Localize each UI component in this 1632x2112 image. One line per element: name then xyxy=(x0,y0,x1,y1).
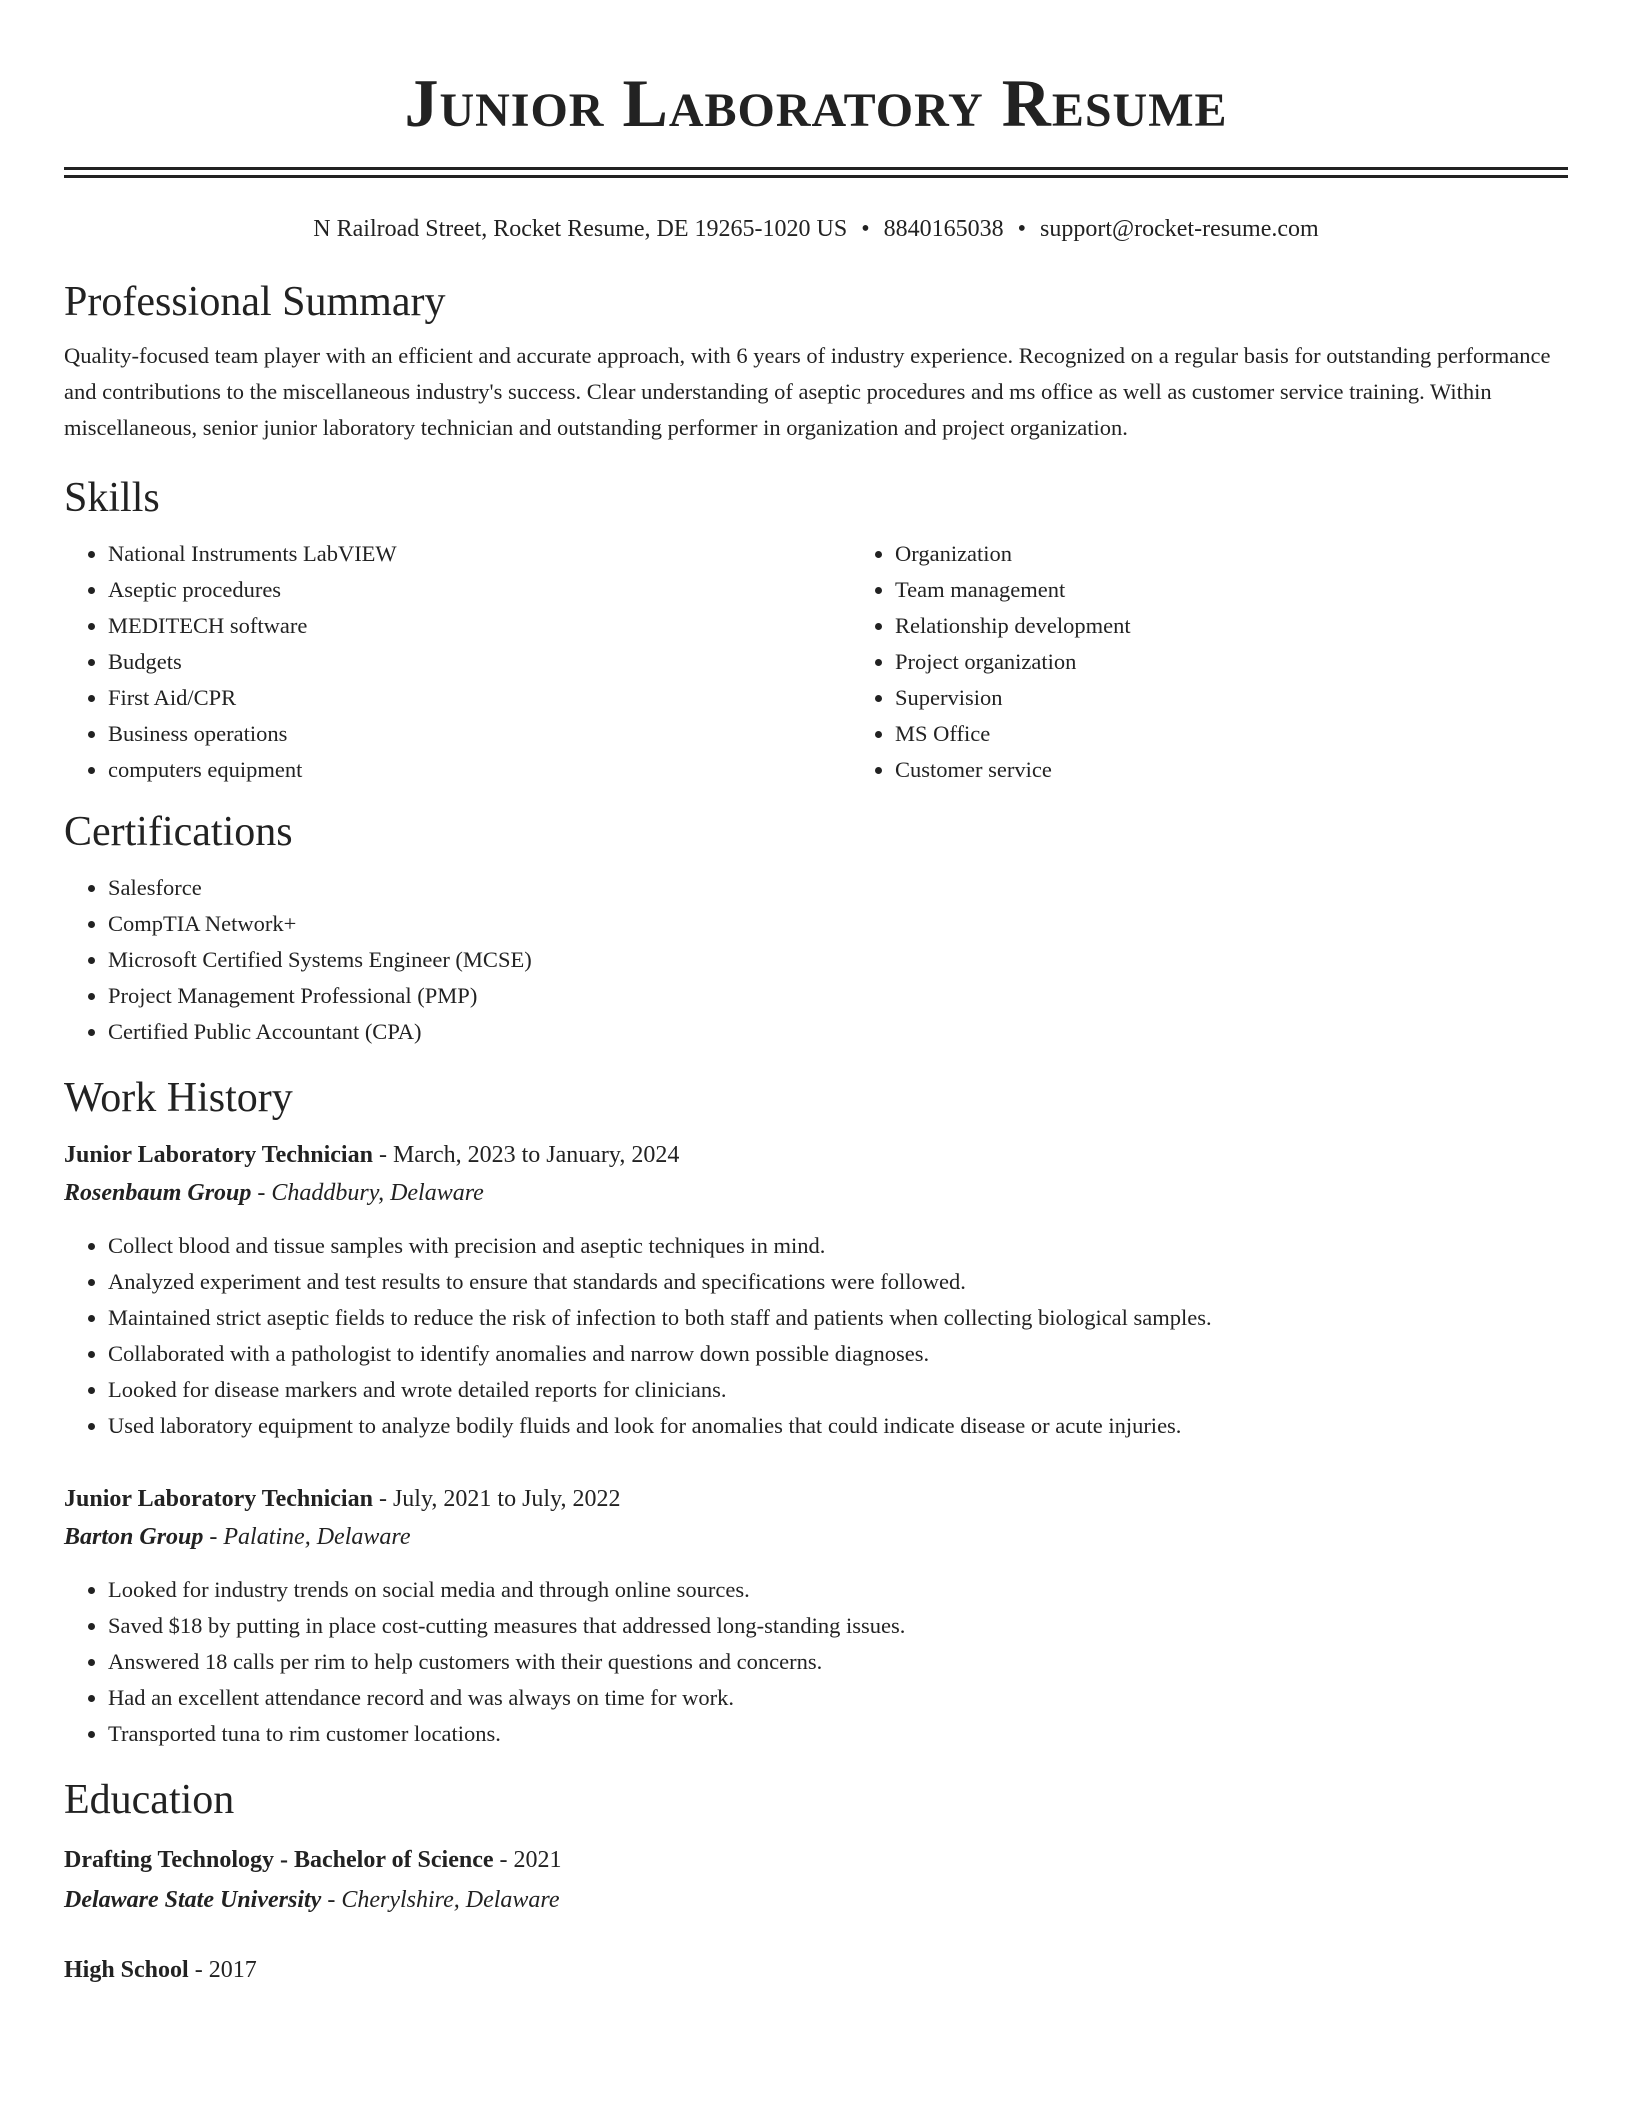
job-title: Junior Laboratory Technician xyxy=(64,1486,373,1512)
job-company-line: Rosenbaum Group - Chaddbury, Delaware xyxy=(64,1180,484,1206)
skill-item: • MEDITECH software xyxy=(108,608,851,644)
job-bullet: • Collect blood and tissue samples with precision and aseptic techniques in mind. xyxy=(108,1228,1568,1264)
education-school: Delaware State University xyxy=(64,1887,322,1913)
job-bullet: • Analyzed experiment and test results to ensure that standards and specifications were followed. xyxy=(108,1264,1568,1300)
skill-item: • National Instruments LabVIEW xyxy=(108,536,851,572)
skills-columns xyxy=(64,536,1568,788)
education-degree-line: Drafting Technology - Bachelor of Science - 2021 xyxy=(64,1847,562,1873)
summary-text: Quality-focused team player with an efficient and accurate approach, with 6 years of industry experience. Recognized on a regular basis for outstanding performance and contributions to the miscellaneous industry's success. Clear understanding of aseptic procedures and ms office as well as customer service training. Within miscellaneous, senior junior laboratory technician and outstanding performer in organization and project organization. xyxy=(64,343,1551,440)
work-history-heading: Work History xyxy=(64,1075,293,1121)
education-entry xyxy=(64,1950,1568,1990)
skill-item: • Organization xyxy=(895,536,1632,572)
skills-list-right xyxy=(851,536,1632,788)
job-dates: July, 2021 to July, 2022 xyxy=(392,1486,621,1512)
job-location: Palatine, Delaware xyxy=(223,1524,411,1550)
job-bullet: • Used laboratory equipment to analyze bodily fluids and look for anomalies that could indicate disease or acute injuries. xyxy=(108,1408,1568,1444)
title-double-rule xyxy=(64,167,1568,178)
skill-item: • Budgets xyxy=(108,644,851,680)
education-entry xyxy=(64,1840,1568,1920)
contact-address: N Railroad Street, Rocket Resume, DE 19265-1020 US xyxy=(313,216,848,242)
job-bullet: • Looked for disease markers and wrote detailed reports for clinicians. xyxy=(108,1372,1568,1408)
job-title: Junior Laboratory Technician xyxy=(64,1142,373,1168)
education-location: Cherylshire, Delaware xyxy=(341,1887,560,1913)
certification-item: • Microsoft Certified Systems Engineer (MCSE) xyxy=(108,942,1568,978)
job-bullet-list xyxy=(64,1572,1568,1752)
education-school-line: Delaware State University - Cherylshire, Delaware xyxy=(64,1887,560,1913)
skills-section xyxy=(64,472,1568,788)
education-degree: Drafting Technology - Bachelor of Science xyxy=(64,1847,494,1873)
job-bullet: • Maintained strict aseptic fields to reduce the risk of infection to both staff and patients when collecting biological samples. xyxy=(108,1300,1568,1336)
certification-item: • Project Management Professional (PMP) xyxy=(108,978,1568,1014)
professional-summary-section xyxy=(64,276,1568,446)
certifications-list xyxy=(64,870,1568,1050)
certifications-section xyxy=(64,806,1568,1050)
skill-item: • First Aid/CPR xyxy=(108,680,851,716)
education-year: 2017 xyxy=(208,1957,257,1983)
education-degree: High School xyxy=(64,1957,189,1983)
contact-separator: • xyxy=(861,216,870,242)
certification-item: • Certified Public Accountant (CPA) xyxy=(108,1014,1568,1050)
job-bullet-list xyxy=(64,1228,1568,1444)
job-bullet: • Saved $18 by putting in place cost-cutting measures that addressed long-standing issues. xyxy=(108,1608,1568,1644)
skill-item: • Supervision xyxy=(895,680,1632,716)
certifications-heading: Certifications xyxy=(64,809,293,855)
skill-item: • Customer service xyxy=(895,752,1632,788)
work-history-section xyxy=(64,1072,1568,1752)
job-bullet: • Answered 18 calls per rim to help customers with their questions and concerns. xyxy=(108,1644,1568,1680)
job-company: Barton Group xyxy=(64,1524,204,1550)
job-company: Rosenbaum Group xyxy=(64,1180,252,1206)
job-bullet: • Collaborated with a pathologist to identify anomalies and narrow down possible diagnoses. xyxy=(108,1336,1568,1372)
skill-item: • Team management xyxy=(895,572,1632,608)
skills-heading: Skills xyxy=(64,475,160,521)
job-bullet: • Looked for industry trends on social media and through online sources. xyxy=(108,1572,1568,1608)
skill-item: • Business operations xyxy=(108,716,851,752)
resume-title: Junior Laboratory Resume xyxy=(404,65,1228,141)
contact-line xyxy=(64,214,1568,244)
certification-item: • CompTIA Network+ xyxy=(108,906,1568,942)
job-dates: March, 2023 to January, 2024 xyxy=(392,1142,680,1168)
skill-item: • Aseptic procedures xyxy=(108,572,851,608)
job-title-line: Junior Laboratory Technician - March, 2023 to January, 2024 xyxy=(64,1142,680,1168)
contact-separator: • xyxy=(1017,216,1027,242)
job-bullet: • Had an excellent attendance record and was always on time for work. xyxy=(108,1680,1568,1716)
contact-phone: 8840165038 xyxy=(883,216,1004,242)
education-year: 2021 xyxy=(513,1847,562,1873)
skill-item: • MS Office xyxy=(895,716,1632,752)
education-heading: Education xyxy=(64,1777,235,1823)
job-location: Chaddbury, Delaware xyxy=(271,1180,484,1206)
job-bullet: • Transported tuna to rim customer locations. xyxy=(108,1716,1568,1752)
skill-item: • Relationship development xyxy=(895,608,1632,644)
job-entry xyxy=(64,1136,1568,1444)
education-degree-line: High School - 2017 xyxy=(64,1957,257,1983)
skills-list-left xyxy=(64,536,851,788)
job-company-line: Barton Group - Palatine, Delaware xyxy=(64,1524,411,1550)
job-title-line: Junior Laboratory Technician - July, 2021 to July, 2022 xyxy=(64,1486,621,1512)
skill-item: • Project organization xyxy=(895,644,1632,680)
education-section xyxy=(64,1774,1568,1990)
certification-item: • Salesforce xyxy=(108,870,1568,906)
skill-item: • computers equipment xyxy=(108,752,851,788)
contact-email: support@rocket-resume.com xyxy=(1040,216,1319,242)
job-entry xyxy=(64,1480,1568,1752)
summary-heading: Professional Summary xyxy=(64,279,446,325)
